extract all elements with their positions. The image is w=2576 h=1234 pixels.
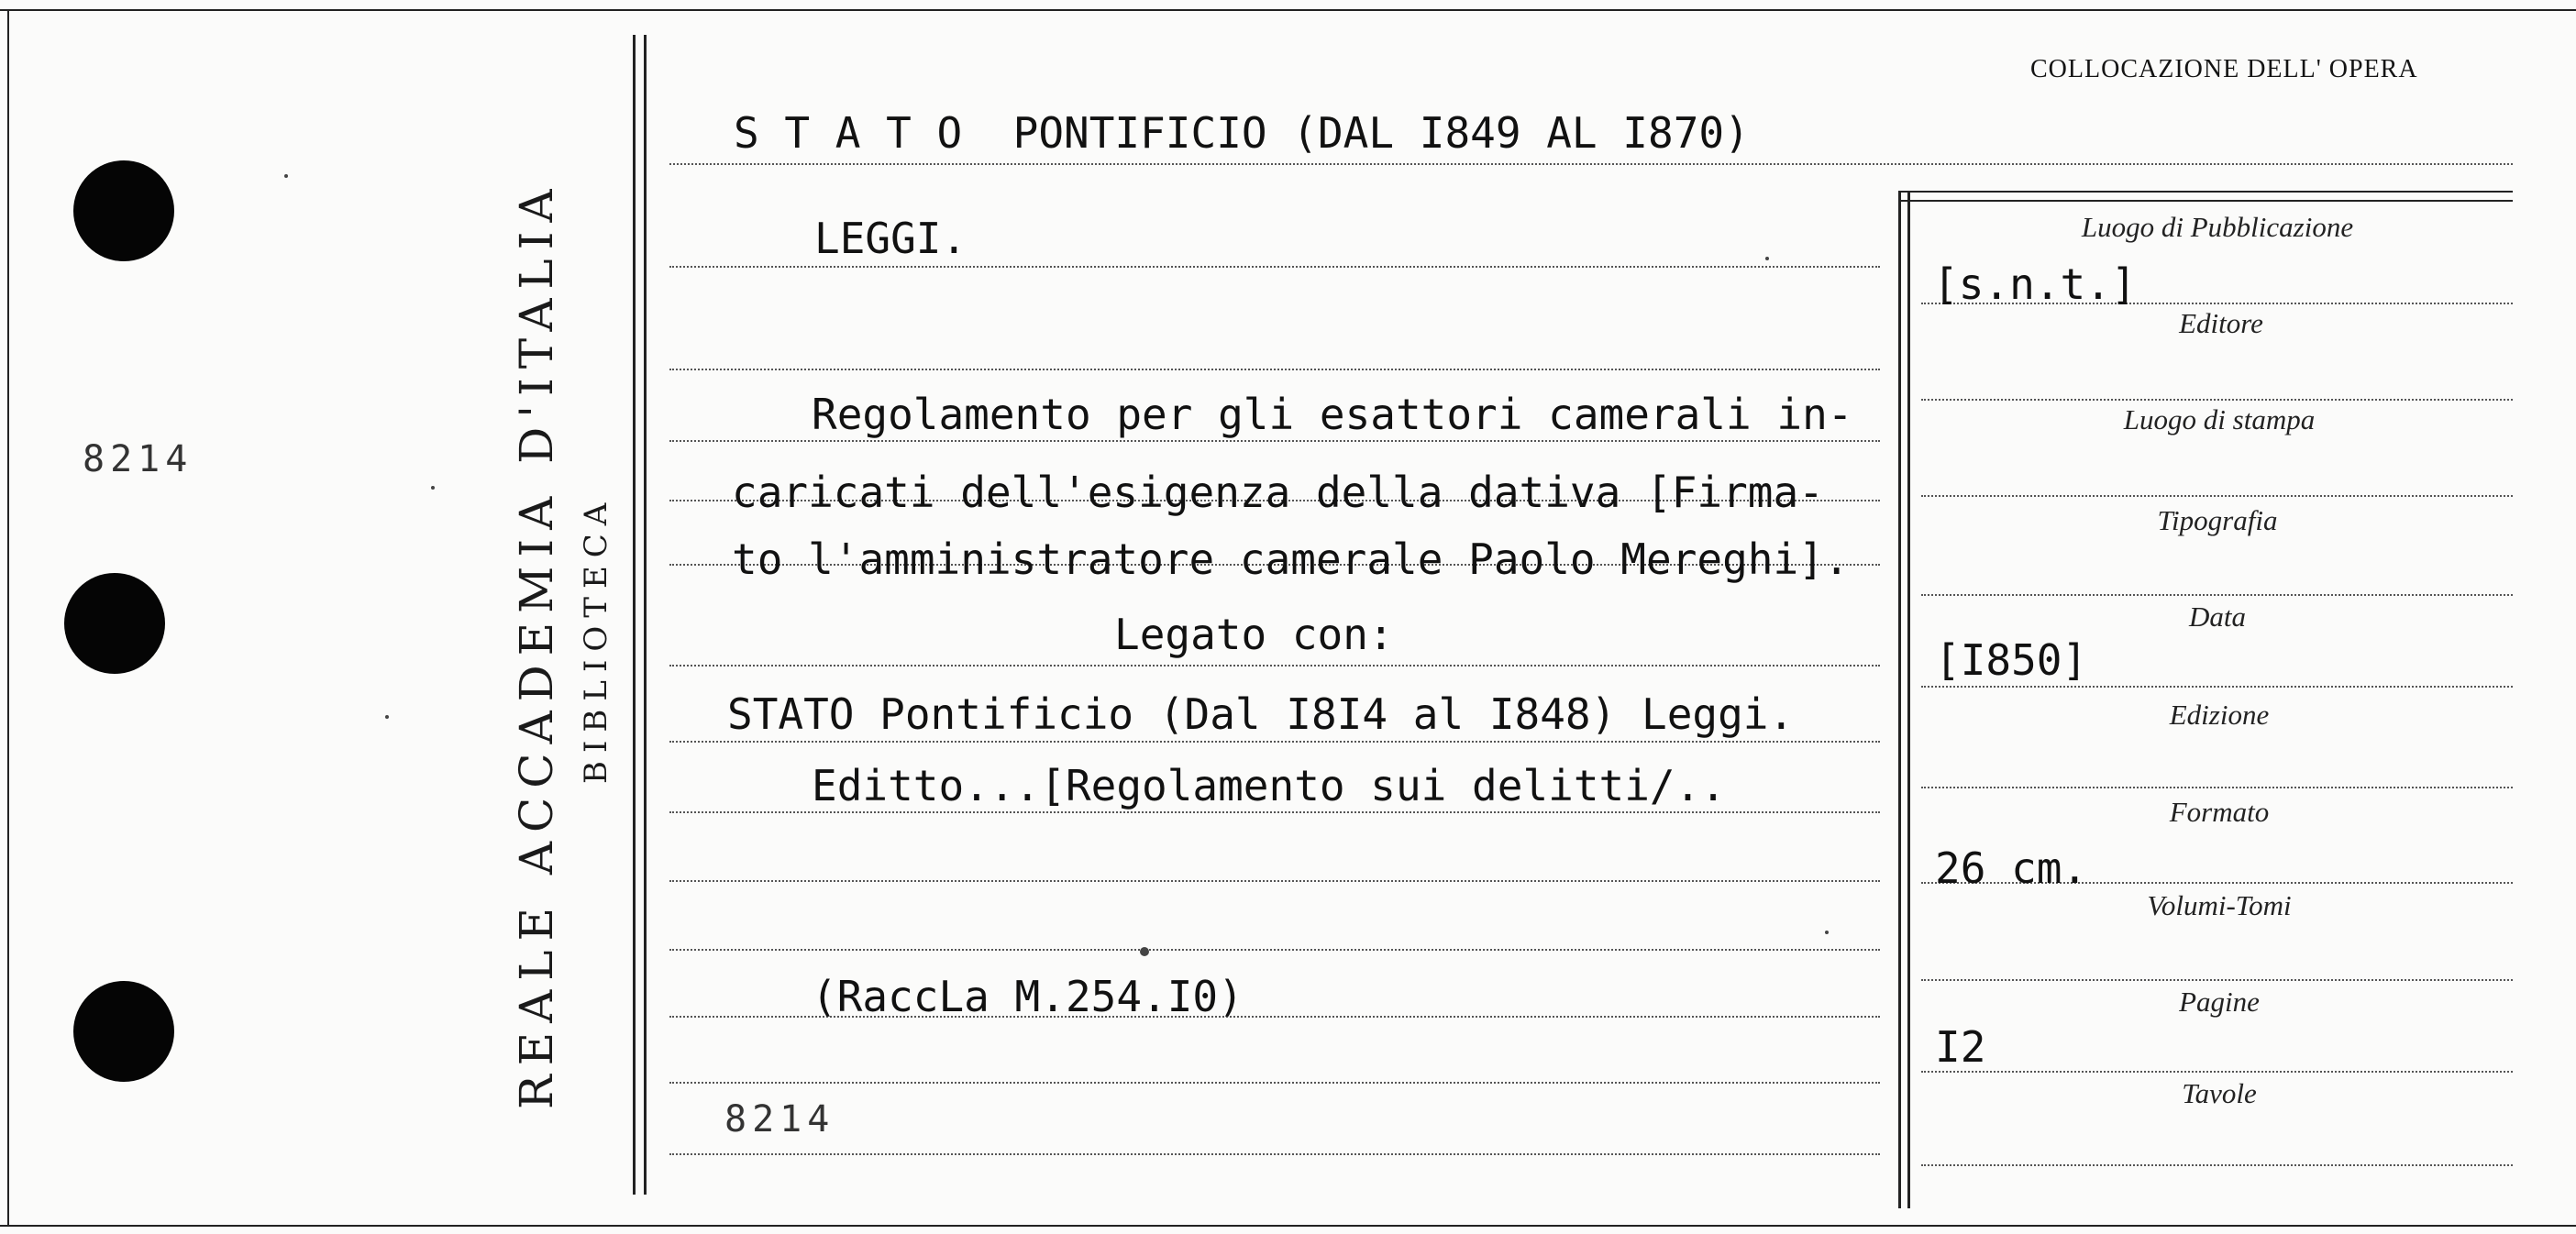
pagine-value: I2 xyxy=(1935,1022,1986,1072)
formato-label: Formato xyxy=(2169,796,2270,828)
luogo-stampa-label: Luogo di stampa xyxy=(2123,403,2316,435)
bound-with-line: STATO Pontificio (Dal I8I4 al I848) Leggi. xyxy=(727,689,1795,739)
collocazione-label: COLLOCAZIONE DELL' OPERA xyxy=(2030,55,2418,83)
card-left-border xyxy=(7,9,9,1227)
stub-inventory-number: 8214 xyxy=(83,438,193,480)
bound-with-label: Legato con: xyxy=(1114,610,1394,659)
margin-rule xyxy=(633,35,636,1195)
luogo-pubblicazione-label: Luogo di Pubblicazione xyxy=(2081,211,2354,243)
punch-hole xyxy=(64,573,165,674)
pagine-label: Pagine xyxy=(2179,986,2260,1018)
formato-value: 26 cm. xyxy=(1935,843,2088,893)
tipografia-label: Tipografia xyxy=(2157,504,2278,536)
institution-name: REALE ACCADEMIA D'ITALIA xyxy=(510,180,563,1109)
institution-department: BIBLIOTECA xyxy=(578,494,614,784)
luogo-pubblicazione-value: [s.n.t.] xyxy=(1933,259,2137,309)
publication-box-top-rule xyxy=(1898,200,2513,202)
card-top-border xyxy=(0,9,2576,11)
institution-stamp xyxy=(477,119,624,1118)
publication-box-top-rule xyxy=(1898,191,2513,193)
margin-rule xyxy=(644,35,647,1195)
title-line: to l'amministratore camerale Paolo Mereghi]. xyxy=(732,534,1850,584)
tavole-label: Tavole xyxy=(2182,1077,2257,1109)
punch-hole xyxy=(73,981,174,1082)
title-line: Regolamento per gli esattori camerali in- xyxy=(812,390,1853,439)
edizione-label: Edizione xyxy=(2169,699,2270,731)
punch-hole xyxy=(73,160,174,261)
entry-inventory-number: 8214 xyxy=(724,1098,835,1140)
data-label: Data xyxy=(2189,600,2246,633)
editore-label: Editore xyxy=(2179,307,2263,339)
publication-box-rule xyxy=(1898,191,1901,1208)
volumi-tomi-label: Volumi-Tomi xyxy=(2147,889,2292,921)
entry-heading: S T A T O PONTIFICIO (DAL I849 AL I870) xyxy=(734,108,1750,158)
entry-subheading: LEGGI. xyxy=(814,214,967,263)
shelfmark: (RaccLa M.254.I0) xyxy=(812,972,1244,1021)
bound-with-line: Editto...[Regolamento sui delitti/.. xyxy=(812,761,1726,810)
publication-box-rule xyxy=(1907,191,1910,1208)
data-value: [I850] xyxy=(1935,635,2088,685)
title-line: caricati dell'esigenza della dativa [Firma- xyxy=(732,468,1824,517)
card-bottom-border xyxy=(0,1225,2576,1227)
